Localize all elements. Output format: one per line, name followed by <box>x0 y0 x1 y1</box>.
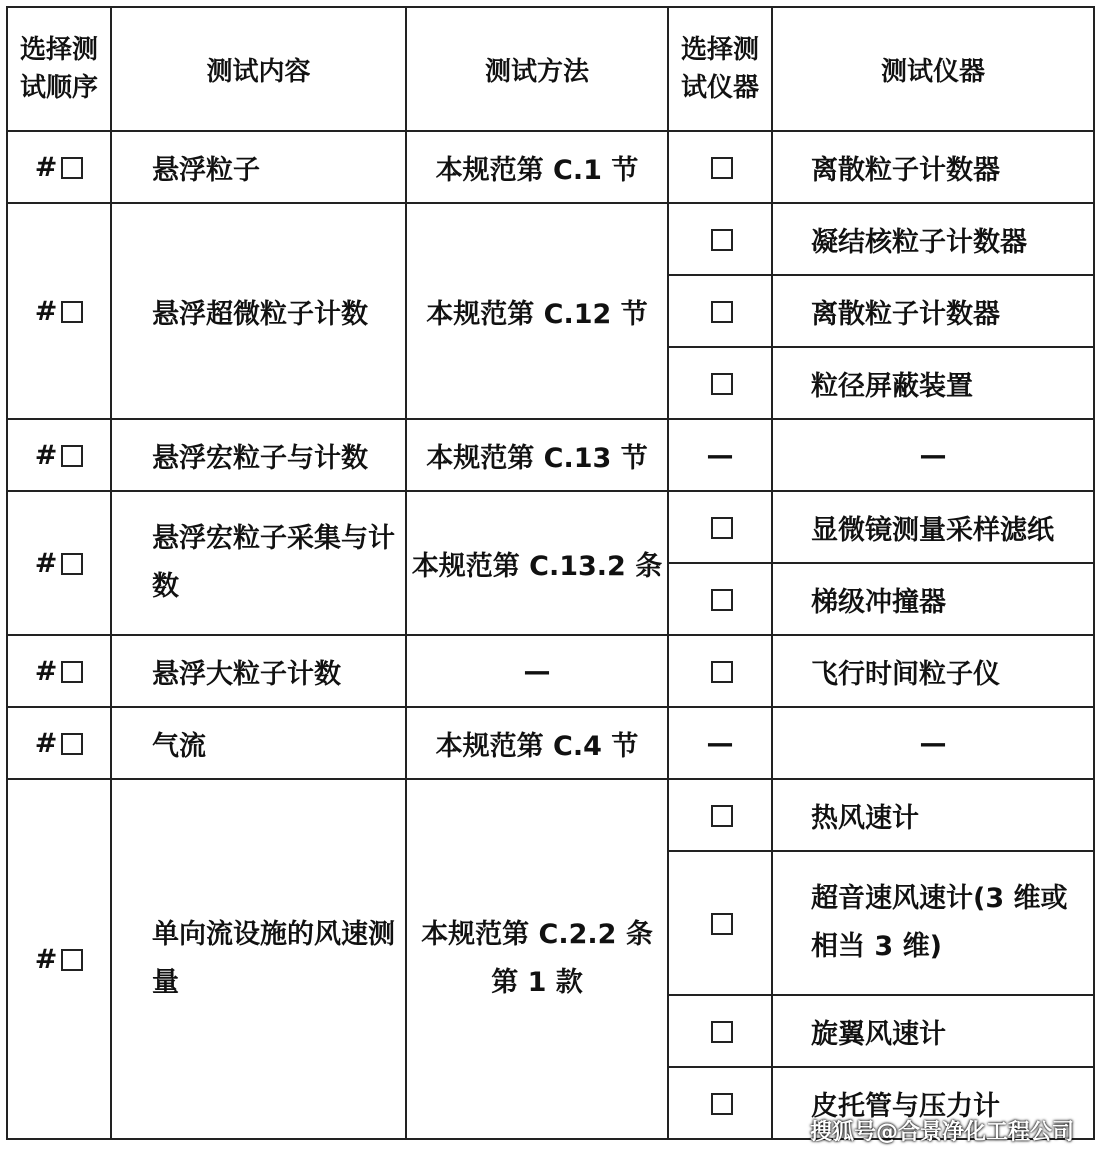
order-cell <box>7 635 111 707</box>
instrument-checkbox[interactable] <box>711 661 733 683</box>
instrument-select-cell <box>668 851 772 995</box>
instrument-cell: 离散粒子计数器 <box>772 131 1094 203</box>
method-cell: 本规范第 C.13 节 <box>406 419 668 491</box>
header-content: 测试内容 <box>111 7 406 131</box>
table-row <box>7 635 1094 707</box>
instrument-cell: — <box>772 419 1094 491</box>
instrument-select-cell <box>668 347 772 419</box>
order-checkbox[interactable] <box>61 553 83 575</box>
instrument-select-cell <box>668 131 772 203</box>
instrument-cell: 旋翼风速计 <box>772 995 1094 1067</box>
table-row <box>7 203 1094 275</box>
instrument-checkbox[interactable] <box>711 373 733 395</box>
hash-mark: # <box>34 296 58 327</box>
instrument-cell: 梯级冲撞器 <box>772 563 1094 635</box>
order-cell <box>7 131 111 203</box>
hash-mark: # <box>34 656 58 687</box>
order-checkbox[interactable] <box>61 949 83 971</box>
instrument-checkbox[interactable] <box>711 1021 733 1043</box>
content-text: 单向流设施的风速测量 <box>152 919 395 998</box>
instrument-checkbox[interactable] <box>711 913 733 935</box>
order-cell <box>7 203 111 419</box>
content-cell: 气流 <box>111 707 406 779</box>
method-cell: 本规范第 C.13.2 条 <box>406 491 668 635</box>
header-select-instrument: 选择测试仪器 <box>668 7 772 131</box>
instrument-select-cell <box>668 203 772 275</box>
content-cell: 悬浮宏粒子与计数 <box>111 419 406 491</box>
table-row <box>7 779 1094 851</box>
method-cell: 本规范第 C.4 节 <box>406 707 668 779</box>
content-text: 悬浮宏粒子采集与计数 <box>152 523 395 602</box>
instrument-select-cell <box>668 995 772 1067</box>
order-cell <box>7 779 111 1139</box>
method-cell: — <box>406 635 668 707</box>
header-method: 测试方法 <box>406 7 668 131</box>
instrument-cell: 凝结核粒子计数器 <box>772 203 1094 275</box>
header-order: 选择测试顺序 <box>7 7 111 131</box>
instrument-checkbox[interactable] <box>711 229 733 251</box>
instrument-select-cell <box>668 563 772 635</box>
order-checkbox[interactable] <box>61 157 83 179</box>
order-cell <box>7 707 111 779</box>
order-checkbox[interactable] <box>61 445 83 467</box>
instrument-text: 超音速风速计(3 维或相当 3 维) <box>811 883 1068 962</box>
method-cell: 本规范第 C.1 节 <box>406 131 668 203</box>
hash-mark: # <box>34 440 58 471</box>
watermark-text: 搜狐号@合景净化工程公司 <box>809 1120 1074 1145</box>
instrument-cell: 离散粒子计数器 <box>772 275 1094 347</box>
order-checkbox[interactable] <box>61 661 83 683</box>
test-selection-table <box>6 6 1095 1140</box>
content-cell <box>111 491 406 635</box>
hash-mark: # <box>34 728 58 759</box>
instrument-checkbox[interactable] <box>711 301 733 323</box>
instrument-cell: — <box>772 707 1094 779</box>
instrument-cell: 显微镜测量采样滤纸 <box>772 491 1094 563</box>
instrument-checkbox[interactable] <box>711 589 733 611</box>
hash-mark: # <box>34 944 58 975</box>
table-row <box>7 491 1094 563</box>
instrument-cell: 皮托管与压力计 <box>772 1067 1094 1139</box>
method-text: 本规范第 C.2.2 条第 1 款 <box>421 919 653 998</box>
instrument-checkbox[interactable] <box>711 157 733 179</box>
header-instrument: 测试仪器 <box>772 7 1094 131</box>
order-cell <box>7 419 111 491</box>
content-cell: 悬浮超微粒子计数 <box>111 203 406 419</box>
instrument-select-cell <box>668 1067 772 1139</box>
instrument-select-cell <box>668 491 772 563</box>
order-checkbox[interactable] <box>61 301 83 323</box>
method-cell <box>406 779 668 1139</box>
table-row <box>7 419 1094 491</box>
instrument-select-cell <box>668 275 772 347</box>
instrument-checkbox[interactable] <box>711 517 733 539</box>
content-cell: 悬浮粒子 <box>111 131 406 203</box>
instrument-select-cell <box>668 635 772 707</box>
hash-mark: # <box>34 548 58 579</box>
hash-mark: # <box>34 152 58 183</box>
instrument-cell: 飞行时间粒子仪 <box>772 635 1094 707</box>
instrument-select-cell: — <box>668 707 772 779</box>
instrument-checkbox[interactable] <box>711 1093 733 1115</box>
instrument-cell: 热风速计 <box>772 779 1094 851</box>
order-cell <box>7 491 111 635</box>
instrument-checkbox[interactable] <box>711 805 733 827</box>
instrument-cell: 粒径屏蔽装置 <box>772 347 1094 419</box>
instrument-select-cell <box>668 779 772 851</box>
method-cell: 本规范第 C.12 节 <box>406 203 668 419</box>
order-checkbox[interactable] <box>61 733 83 755</box>
test-selection-table-sheet <box>6 6 1093 1156</box>
instrument-select-cell: — <box>668 419 772 491</box>
table-row <box>7 707 1094 779</box>
content-cell: 悬浮大粒子计数 <box>111 635 406 707</box>
header-row <box>7 7 1094 131</box>
content-cell <box>111 779 406 1139</box>
table-row <box>7 131 1094 203</box>
instrument-cell <box>772 851 1094 995</box>
